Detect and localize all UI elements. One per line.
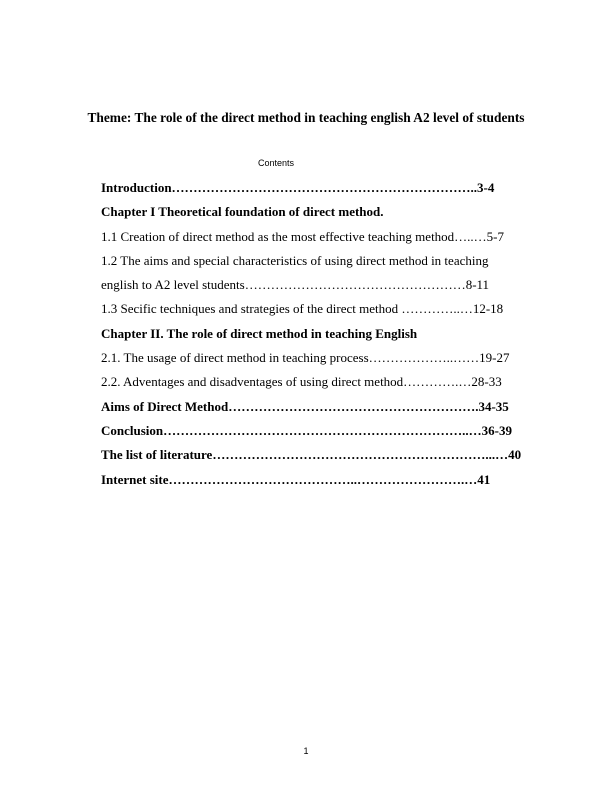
toc-entry-2-2: 2.2. Adventages and disadventages of using direct method………….…28-33 [101,374,502,390]
toc-entry-aims: Aims of Direct Method………………………………………………….34-35 [101,398,509,414]
toc-entry-internet: Internet site……………………………………..…………………….…41 [101,471,491,487]
toc-entry-1-1: 1.1 Creation of direct method as the most effective teaching method…..…5-7 [101,228,505,244]
toc-entry-conclusion: Conclusion……………………………………………………………..…36-39 [101,422,512,438]
document-title: Theme: The role of the direct method in teaching english A2 level of students [87,110,525,125]
toc-entry-2-1: 2.1. The usage of direct method in teaching process………………..……19-27 [101,350,510,366]
toc-entry-1-2: 1.2 The aims and special characteristics of using direct method in teaching [101,252,489,268]
toc-entry-literature: The list of literature………………………………………………………...…40 [101,447,522,463]
toc-entry-chapter-2: Chapter II. The role of direct method in teaching English [101,325,418,341]
toc-entry-introduction: Introduction……………………………………………………………..3-4 [101,180,495,195]
toc-entry-1-3: 1.3 Secific techniques and strategies of the direct method …………..…12-18 [101,301,504,317]
toc-entry-chapter-1: Chapter I Theoretical foundation of direct method. [101,204,384,220]
contents-label: Contents [258,158,295,168]
table-of-contents [101,180,546,496]
toc-entry-1-2-cont: english to A2 level students……………………………………………8-11 [101,277,490,293]
page-number: 1 [303,746,309,756]
